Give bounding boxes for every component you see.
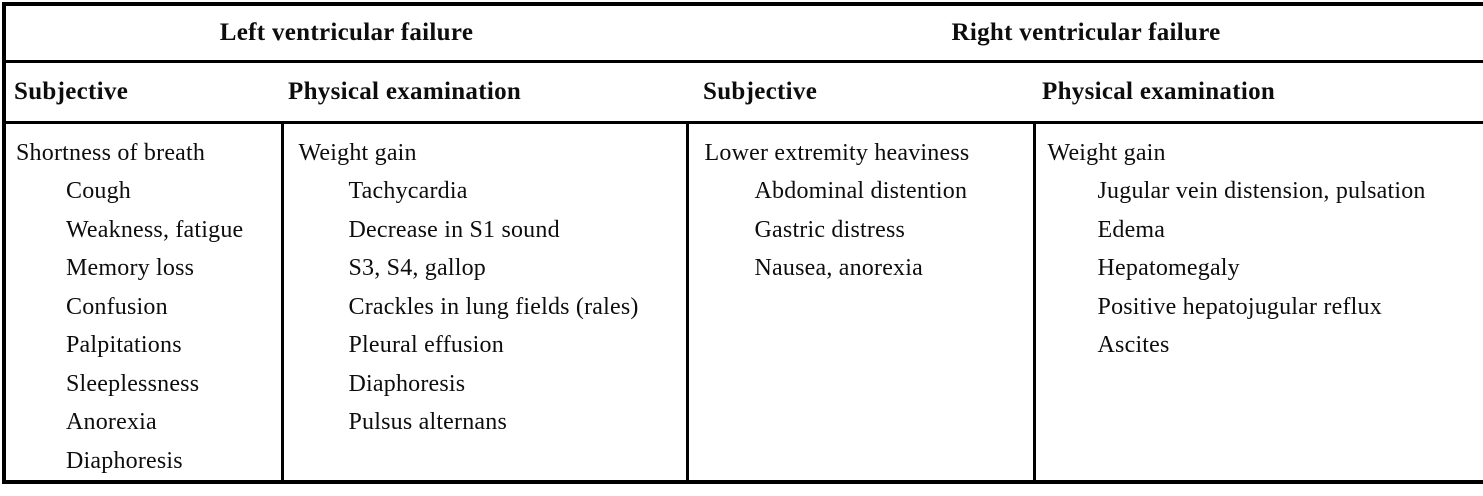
symptom-item: Cough (66, 178, 132, 204)
symptom-item: Jugular vein distension, pulsation (1097, 178, 1426, 204)
symptom-item: Weakness, fatigue (66, 216, 244, 243)
symptom-list-rvf-subjective (705, 134, 1031, 288)
symptom-item: Shortness of breath (16, 139, 206, 166)
cell-lvf-physical-examination (282, 122, 687, 482)
symptom-item: Pleural effusion (348, 332, 504, 358)
symptom-item: Confusion (66, 293, 168, 320)
column-header-rvf-subjective: Subjective (687, 61, 1034, 122)
symptom-item: Hepatomegaly (1097, 255, 1240, 281)
symptom-item: Gastric distress (754, 216, 906, 243)
cell-rvf-physical-examination (1034, 122, 1483, 482)
symptom-item: Edema (1097, 216, 1166, 243)
symptom-item: Lower extremity heaviness (704, 139, 970, 166)
symptom-item: S3, S4, gallop (348, 255, 486, 281)
cell-lvf-subjective (4, 122, 282, 482)
symptom-item: Nausea, anorexia (754, 255, 923, 281)
symptom-item: Abdominal distention (754, 178, 968, 204)
group-header-right-ventricular-failure: Right ventricular failure (687, 4, 1483, 61)
symptom-item: Pulsus alternans (348, 409, 508, 435)
column-header-rvf-physical-examination: Physical examination (1034, 61, 1483, 122)
symptom-item: Weight gain (1047, 139, 1166, 166)
group-header-left-ventricular-failure: Left ventricular failure (4, 4, 687, 61)
symptom-item: Positive hepatojugular reflux (1097, 293, 1382, 320)
symptom-item: Crackles in lung fields (rales) (348, 293, 639, 320)
symptom-item: Anorexia (66, 409, 157, 435)
column-header-lvf-physical-examination: Physical examination (282, 61, 687, 122)
column-header-row (4, 61, 1483, 122)
group-header-row (4, 4, 1483, 61)
table-body-row (4, 122, 1483, 482)
symptom-list-rvf-physical-examination (1048, 134, 1483, 365)
symptom-item: Diaphoresis (348, 370, 466, 397)
symptom-list-lvf-physical-examination (299, 134, 684, 442)
symptom-item: Diaphoresis (66, 447, 183, 474)
symptom-list-lvf-subjective (16, 134, 279, 481)
symptom-item: Memory loss (66, 255, 195, 281)
symptom-item: Weight gain (298, 139, 417, 166)
symptom-item: Tachycardia (348, 178, 468, 204)
cell-rvf-subjective (687, 122, 1034, 482)
symptom-item: Decrease in S1 sound (348, 216, 560, 243)
symptom-item: Palpitations (66, 332, 182, 358)
heart-failure-comparison-table (2, 2, 1483, 484)
column-header-lvf-subjective: Subjective (4, 61, 282, 122)
symptom-item: Ascites (1097, 332, 1170, 358)
symptom-item: Sleeplessness (66, 370, 200, 397)
